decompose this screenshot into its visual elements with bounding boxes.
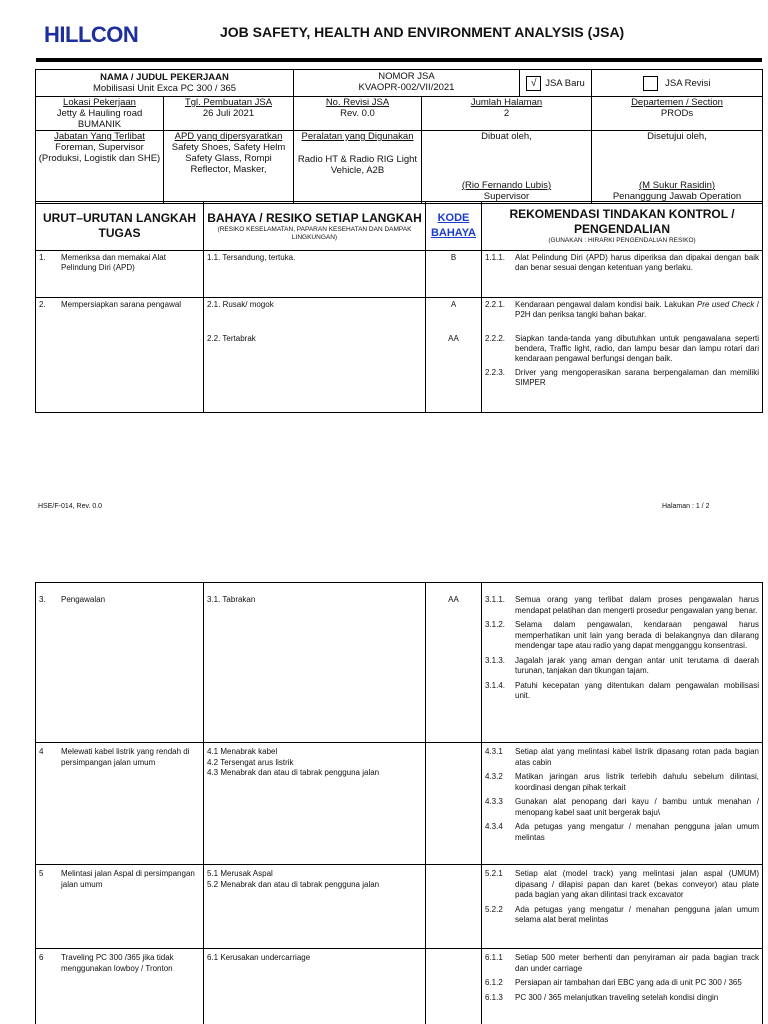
table-row	[36, 298, 763, 413]
control-text: Patuhi kecepatan yang ditentukan dalam pengawalan mobilisasi unit.	[515, 680, 759, 700]
control-number: 3.1.1.	[485, 595, 506, 604]
control-number: 1.1.1.	[485, 253, 506, 262]
control-text: Gunakan alat penopang dari kayu / bambu untuk menahan / menopang kabel saat unit bergerak baju\	[515, 797, 759, 817]
equipment-value: Radio HT & Radio RIG Light Vehicle, A2B	[297, 154, 418, 176]
control-number: 3.1.2.	[485, 620, 506, 629]
location-value: Jetty & Hauling road BUMANIK	[56, 108, 143, 130]
approved-by-label: Disetujui oleh,	[647, 131, 707, 142]
hazard-table-page2	[35, 582, 763, 1024]
made-by-role: Supervisor	[483, 191, 530, 202]
control-text: Persiapan air tambahan dari EBC yang ada di unit PC 300 / 365	[515, 978, 742, 987]
control-text: Semua orang yang terlibat dalam proses pengawalan harus mendapat pelatihan dan mengerti prosedur pengawalan yang benar.	[515, 595, 759, 615]
table-row	[36, 743, 763, 865]
job-title-value: Mobilisasi Unit Exca PC 300 / 365	[92, 83, 237, 94]
hazard-text: 5.2 Menabrak dan atau di tabrak pengguna jalan	[207, 879, 380, 889]
table-row	[36, 949, 763, 1024]
control-number: 2.2.3.	[485, 368, 506, 377]
control-text: PC 300 / 365 melanjutkan traveling setelah kondisi dingin	[515, 992, 719, 1002]
steps-header: URUT–URUTAN LANGKAH TUGAS	[42, 211, 197, 240]
step-text: Melewati kabel listrik yang rendah di persimpangan jalan umum	[61, 747, 190, 767]
department-value: PRODs	[660, 108, 694, 119]
approved-by-role: Penanggung Jawab Operation	[612, 191, 742, 202]
step-text: Memeriksa dan memakai Alat Pelindung Diri (APD)	[61, 253, 166, 272]
hazard-code: AA	[448, 334, 459, 343]
apd-label: APD yang dipersyaratkan	[174, 131, 283, 142]
control-text: Siapkan tanda-tanda yang dibutuhkan untuk pengawalana seperti bendera, Traffic light, radio, dan lampu besar dan lampu rotari dari kendaraan pengawal berfungsi dengan baik.	[515, 334, 759, 363]
form-number: HSE/F-014, Rev. 0.0	[38, 503, 103, 510]
department-label: Departemen / Section	[631, 97, 723, 108]
control-number: 4.3.1	[485, 747, 503, 756]
page-indicator: Halaman : 1 / 2	[662, 503, 710, 510]
step-text: Pengawalan	[61, 595, 106, 604]
positions-label: Jabatan Yang Terlibat	[54, 131, 145, 142]
hazard-header: BAHAYA / RESIKO SETIAP LANGKAH	[207, 210, 422, 225]
hazard-text: 2.1. Rusak/ mogok	[207, 300, 274, 309]
hazard-code: A	[450, 300, 457, 309]
control-number: 4.3.3	[485, 797, 503, 806]
date-value: 26 Juli 2021	[202, 108, 255, 119]
control-number: 6.1.1	[485, 953, 503, 962]
control-text: Matikan jaringan arus listrik terlebih dahulu sebelum dilintasi, koordinasi dengan pihak terkait	[515, 772, 759, 792]
control-subheader: (GUNAKAN : HIRARKI PENGENDALIAN RESIKO)	[548, 237, 696, 244]
control-number: 3.1.4.	[485, 680, 506, 690]
step-number: 3.	[39, 595, 46, 604]
step-number: 6	[39, 953, 44, 962]
table-row	[36, 583, 763, 743]
step-number: 5	[39, 869, 44, 878]
hazard-code: AA	[448, 595, 459, 604]
control-text: Driver yang mengoperasikan sarana berpengalaman dan memiliki SIMPER	[515, 368, 759, 387]
title-rule	[36, 58, 762, 62]
step-text: Melintasi jalan Aspal di persimpangan jalan umum	[61, 869, 195, 889]
made-by-name: (Rio Fernando Lubis)	[461, 180, 552, 191]
control-text: Kendaraan pengawal dalam kondisi baik. Lakukan Pre used Check / P2H dan periksa tangki bahan bakar.	[515, 300, 759, 319]
table-row	[36, 251, 763, 298]
page-count-label: Jumlah Halaman	[470, 97, 543, 108]
control-number: 2.2.1.	[485, 300, 506, 309]
hazard-table-page1	[35, 201, 763, 413]
jsa-number-label: NOMOR JSA	[378, 71, 435, 82]
hazard-text: 4.1 Menabrak kabel	[207, 747, 278, 756]
jsa-baru-label: JSA Baru	[545, 77, 585, 89]
control-number: 5.2.2	[485, 904, 503, 914]
hazard-text: 1.1. Tersandung, tertuka.	[207, 253, 296, 262]
step-number: 4	[39, 747, 44, 756]
control-number: 6.1.3	[485, 992, 503, 1002]
hazard-text: 3.1. Tabrakan	[207, 595, 256, 604]
made-by-label: Dibuat oleh,	[481, 131, 532, 142]
jsa-revisi-checkbox[interactable]	[643, 76, 658, 91]
hazard-text: 5.1 Merusak Aspal	[207, 869, 273, 878]
revision-label: No. Revisi JSA	[325, 97, 390, 108]
jsa-info-table	[35, 69, 763, 204]
hazard-text: 4.3 Menabrak dan atau di tabrak pengguna jalan	[207, 768, 380, 777]
document-title: JOB SAFETY, HEALTH AND ENVIRONMENT ANALYSIS (JSA)	[220, 24, 625, 40]
step-number: 2.	[39, 300, 46, 309]
control-number: 2.2.2.	[485, 334, 506, 343]
control-text: Setiap 500 meter berhenti dan penyiraman air pada bagian track dan under carriage	[515, 953, 759, 973]
control-text: Alat Pelindung Diri (APD) harus diperiksa dan dipakai dengan baik dan benar sesuai dengan ketentuan yang berlaku.	[515, 253, 759, 272]
jsa-revisi-label: JSA Revisi	[665, 77, 711, 89]
date-label: Tgl. Pembuatan JSA	[184, 97, 273, 108]
hazard-code: B	[450, 253, 457, 262]
control-text: Setiap alat yang melintasi kabel listrik dipasang rotan pada bagian atas cabin	[515, 747, 759, 767]
control-text: Setiap alat (model track) yang melintasi jalan aspal (UMUM) dipasang / dilapisi papan dan karet (bekas conveyor) atau plate pada bagian yang akan dilintasi track excavator	[515, 869, 759, 899]
location-label: Lokasi Pekerjaan	[63, 97, 136, 108]
control-text: Ada petugas yang mengatur / menahan pengguna jalan umum selama alat berat melintas	[515, 904, 759, 924]
company-logo: HILLCON	[44, 22, 139, 47]
hazard-text: 4.2 Tersengat arus listrik	[207, 757, 294, 767]
control-number: 6.1.2	[485, 978, 503, 987]
control-text: Selama dalam pengawalan, kendaraan pengawal harus memperhatikan unit lain yang berada di belakangnya dan dilarang mendengar tape atau radio yang dapat mengganggu konsentrasi.	[515, 620, 759, 650]
control-number: 4.3.4	[485, 822, 503, 831]
hazard-subheader: (RESIKO KESELAMATAN, PAPARAN KESEHATAN DAN DAMPAK LINGKUNGAN)	[217, 225, 412, 241]
page-count-value: 2	[503, 108, 510, 119]
apd-value: Safety Shoes, Safety Helm Safety Glass, Rompi Reflector, Masker,	[171, 142, 286, 175]
hazard-text: 6.1 Kerusakan undercarriage	[207, 953, 311, 962]
control-number: 4.3.2	[485, 772, 503, 781]
table-row	[36, 865, 763, 949]
approved-by-name: (M Sukur Rasidin)	[639, 180, 716, 191]
control-number: 5.2.1	[485, 869, 503, 878]
equipment-label: Peralatan yang Digunakan	[301, 131, 414, 142]
job-title-label: NAMA / JUDUL PEKERJAAN	[100, 72, 229, 83]
hazard-text: 2.2. Tertabrak	[207, 334, 256, 343]
jsa-number-value: KVAOPR-002/VII/2021	[358, 82, 455, 93]
step-number: 1.	[39, 253, 46, 262]
code-header[interactable]: KODE BAHAYA	[430, 212, 477, 239]
control-text: Ada petugas yang mengatur / menahan pengguna jalan umum melintas	[515, 822, 759, 842]
revision-value: Rev. 0.0	[340, 108, 375, 119]
jsa-baru-checkbox[interactable]: √	[526, 76, 541, 91]
control-number: 3.1.3.	[485, 655, 506, 665]
step-text: Mempersiapkan sarana pengawal	[61, 300, 182, 309]
step-text: Traveling PC 300 /365 jika tidak menggunakan lowboy / Tronton	[61, 953, 174, 973]
positions-value: Foreman, Supervisor (Produksi, Logistik dan SHE)	[38, 142, 161, 164]
control-text: Jagalah jarak yang aman dengan antar unit terutama di daerah turunan, tanjakan dan tikungan tajam.	[515, 655, 759, 675]
control-header: REKOMENDASI TINDAKAN KONTROL / PENGENDALIAN	[509, 207, 735, 236]
